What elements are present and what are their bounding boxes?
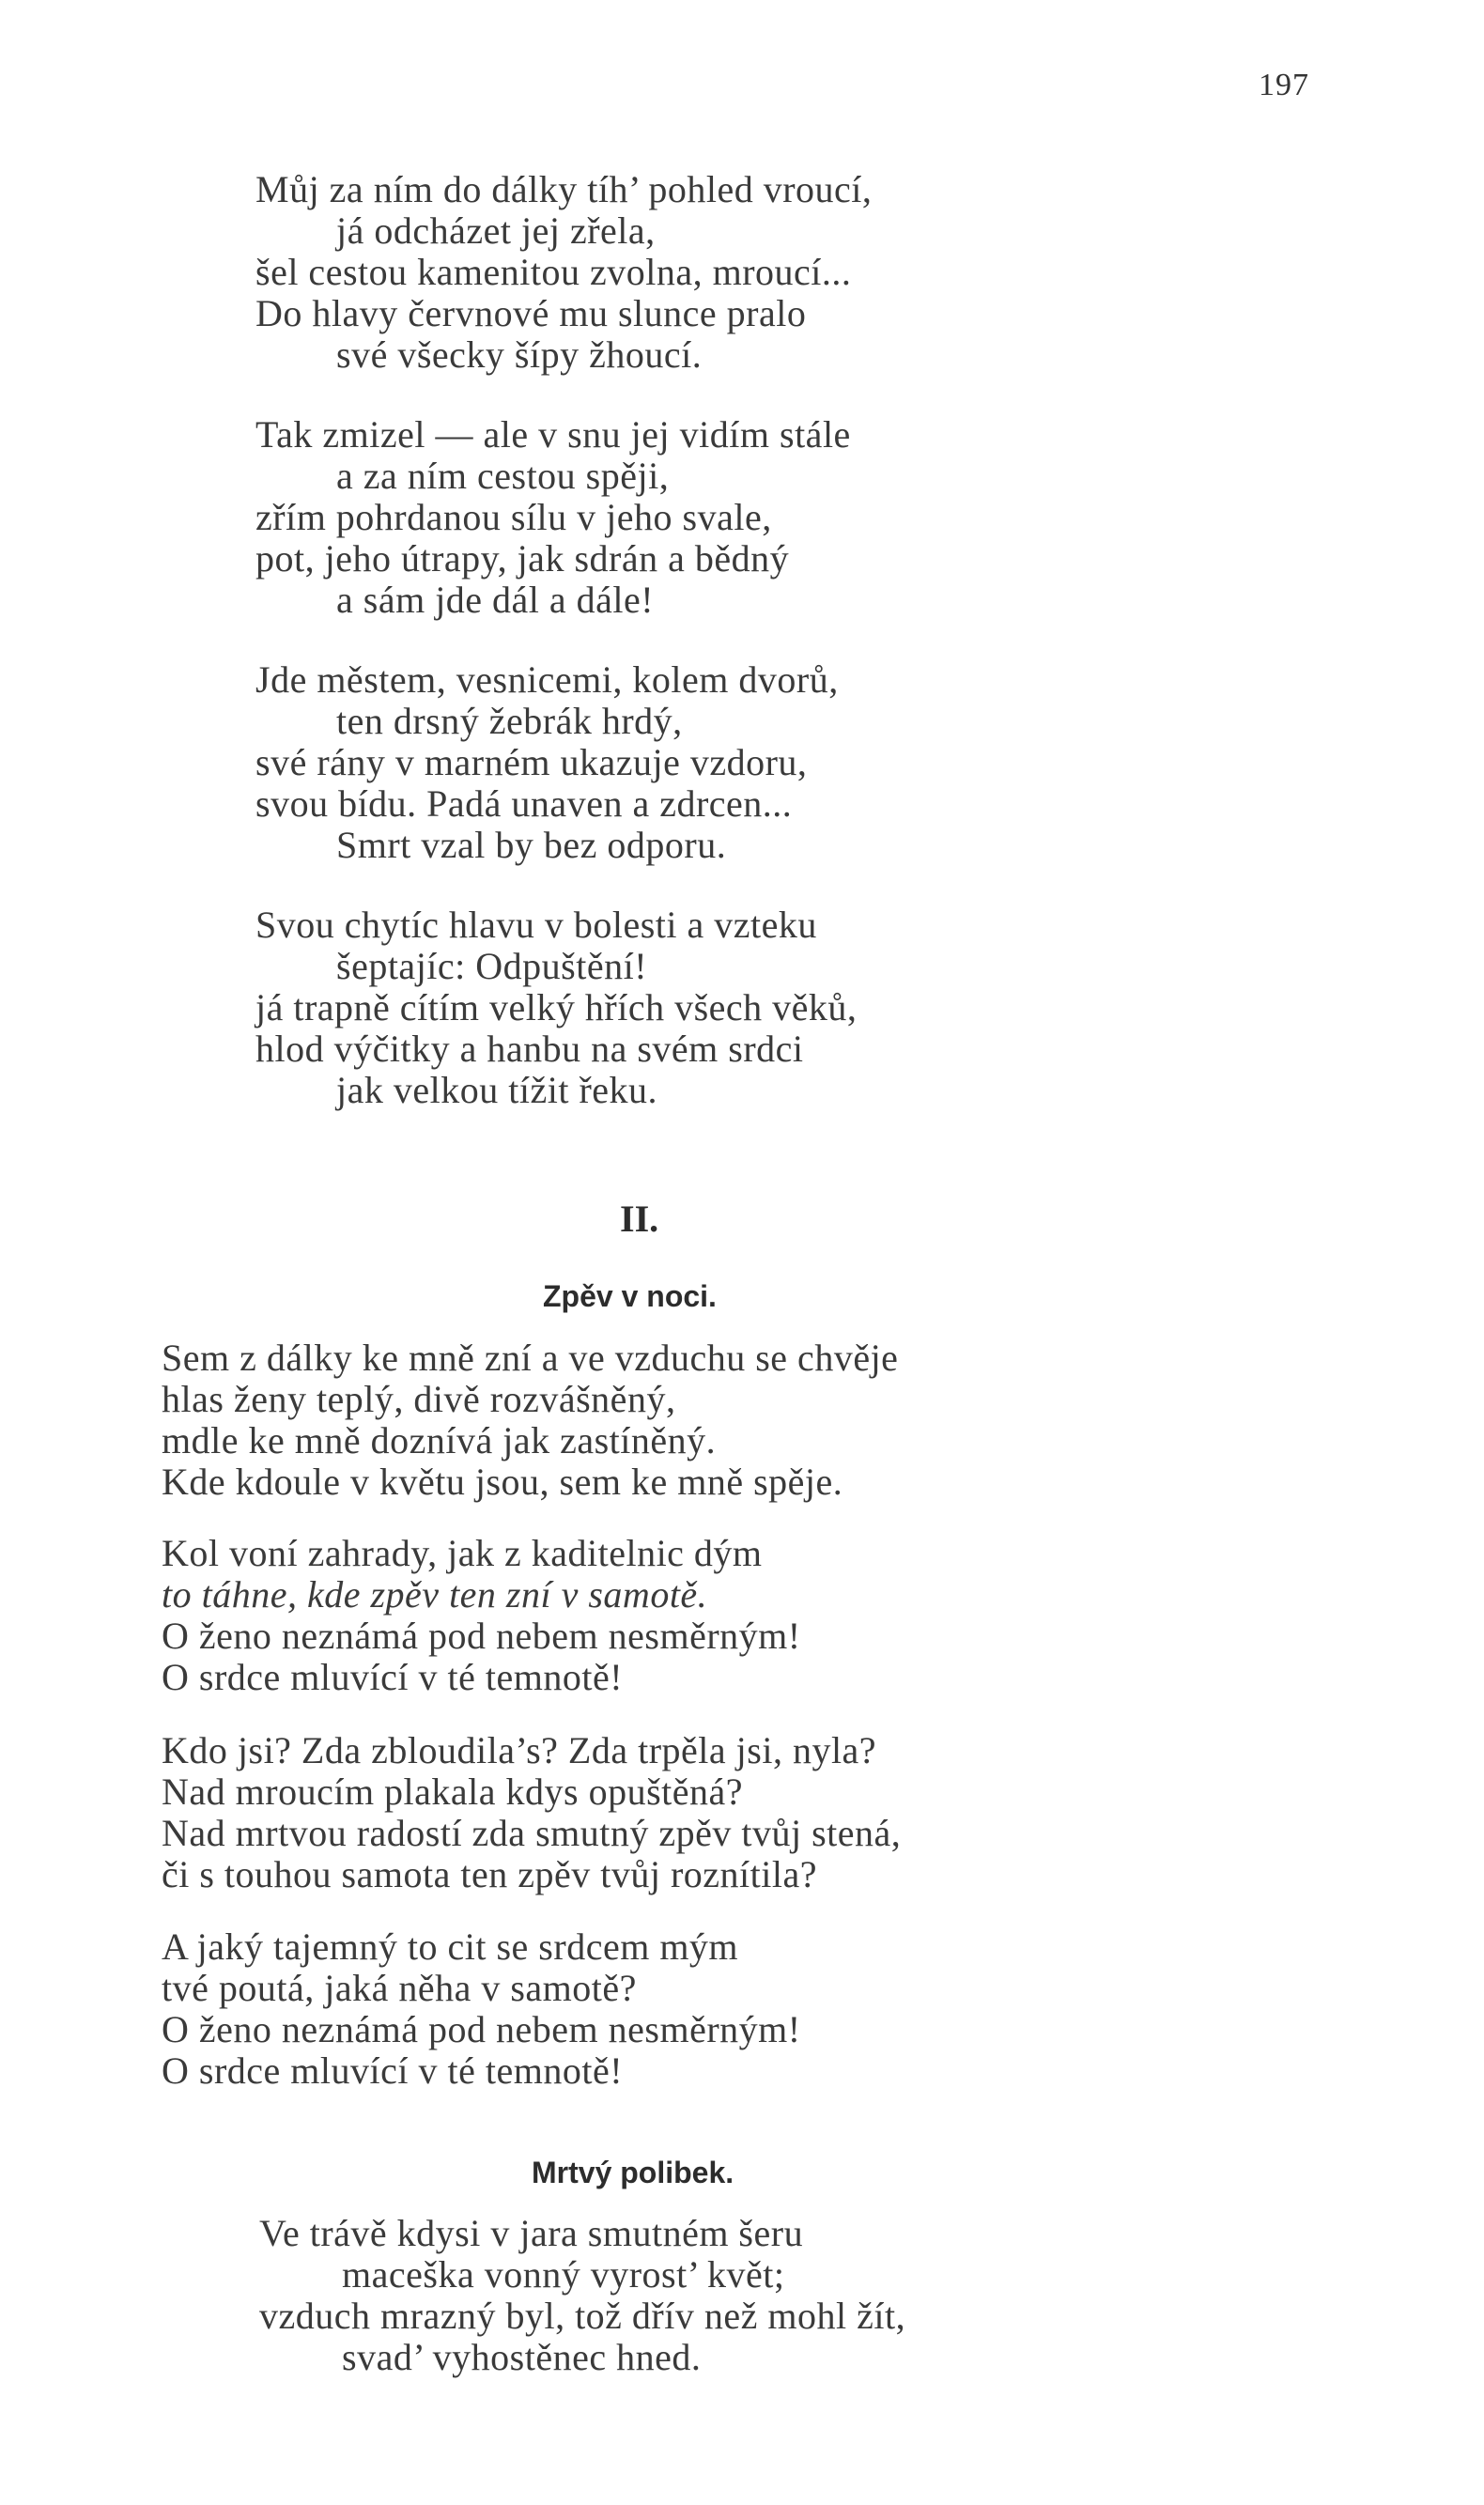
poem-line: svad’ vyhostěnec hned. [342,2336,702,2378]
poem-line: A jaký tajemný to cit se srdcem mým [162,1925,739,1968]
poem-line: šel cestou kamenitou zvolna, mroucí... [255,251,852,293]
poem-line: šeptajíc: Odpuštění! [336,945,648,987]
poem-line: a za ním cestou spěji, [336,455,670,497]
poem-line: a sám jde dál a dále! [336,579,655,621]
poem-line: O srdce mluvící v té temnotě! [162,2049,624,2092]
poem-line: Kde kdoule v květu jsou, sem ke mně spěje. [162,1461,843,1503]
section-title: Zpěv v noci. [543,1279,717,1313]
poem-line: hlas ženy teplý, divě rozvášněný, [162,1378,676,1420]
poem-line: Jde městem, vesnicemi, kolem dvorů, [255,658,839,701]
poem-line: O ženo neznámá pod nebem nesměrným! [162,1615,801,1657]
poem-line: Ve trávě kdysi v jara smutném šeru [259,2212,804,2254]
poem-line: já trapně cítím velký hřích všech věků, [255,986,858,1028]
poem-title: Mrtvý polibek. [532,2156,734,2189]
poem-line: pot, jeho útrapy, jak sdrán a bědný [255,537,790,580]
poem-line: já odcházet jej zřela, [336,209,656,252]
poem-line: to táhne, kde zpěv ten zní v samotě. [162,1573,708,1616]
poem-line: jak velkou tížit řeku. [336,1069,658,1111]
page-number: 197 [1259,68,1309,102]
poem-line: mdle ke mně doznívá jak zastíněný. [162,1419,717,1461]
poem-line: Kdo jsi? Zda zbloudila’s? Zda trpěla jsi, nyla? [162,1729,877,1771]
poem-line: maceška vonný vyrost’ květ; [342,2253,785,2296]
poem-line: ten drsný žebrák hrdý, [336,700,683,742]
poem-line: svou bídu. Padá unaven a zdrcen... [255,782,793,825]
poem-line: O srdce mluvící v té temnotě! [162,1656,624,1698]
poem-line: Nad mrtvou radostí zda smutný zpěv tvůj stená, [162,1812,902,1854]
poem-line: své všecky šípy žhoucí. [336,333,703,376]
poem-line: hlod výčitky a hanbu na svém srdci [255,1028,804,1070]
poem-line: Sem z dálky ke mně zní a ve vzduchu se chvěje [162,1337,899,1379]
poem-line: Kol voní zahrady, jak z kaditelnic dým [162,1532,763,1574]
poem-line: Můj za ním do dálky tíh’ pohled vroucí, [255,168,873,210]
section-numeral: II. [620,1198,659,1240]
poem-line: své rány v marném ukazuje vzdoru, [255,741,808,783]
poem-line: tvé poutá, jaká něha v samotě? [162,1967,637,2009]
poem-line: zřím pohrdanou sílu v jeho svale, [255,496,772,538]
poem-line: vzduch mrazný byl, tož dřív než mohl žít, [259,2295,906,2337]
poem-line: či s touhou samota ten zpěv tvůj roznítila? [162,1853,817,1895]
poem-line: Nad mroucím plakala kdys opuštěná? [162,1771,744,1813]
poem-line: Tak zmizel — ale v snu jej vidím stále [255,413,851,456]
poem-line: Svou chytíc hlavu v bolesti a vzteku [255,904,817,946]
poem-line: O ženo neznámá pod nebem nesměrným! [162,2008,801,2050]
poem-line: Smrt vzal by bez odporu. [336,824,727,866]
poem-line: Do hlavy červnové mu slunce pralo [255,292,807,334]
